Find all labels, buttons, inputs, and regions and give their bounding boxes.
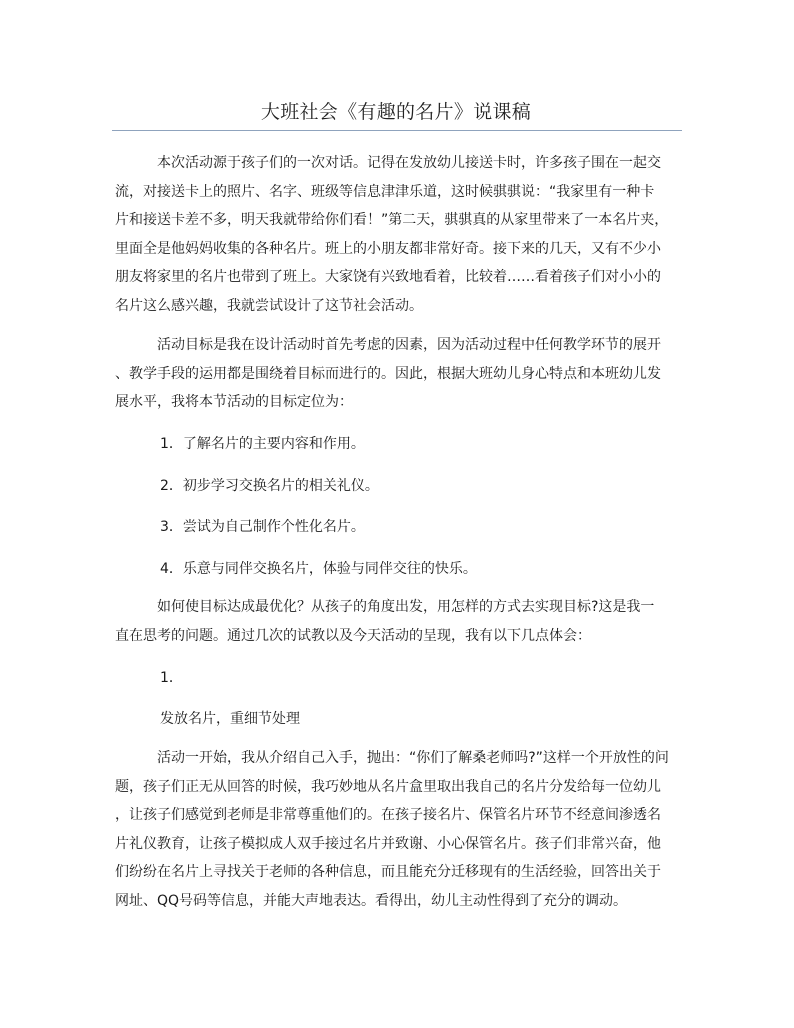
paragraph-line: 活动一开始，我从介绍自己入手，抛出：“你们了解桑老师吗?”这样一个开放性的问 <box>115 750 669 766</box>
paragraph-line: 题，孩子们正无从回答的时候，我巧妙地从名片盒里取出我自己的名片分发给每一位幼儿 <box>115 778 661 795</box>
paragraph-activity <box>115 744 681 916</box>
paragraph-line: 网址、QQ号码等信息，并能大声地表达。看得出，幼儿主动性得到了充分的调动。 <box>115 892 628 909</box>
paragraph-goals-intro <box>115 331 681 417</box>
paragraph-line: 片礼仪教育，让孩子模拟成人双手接过名片并致谢、小心保管名片。孩子们非常兴奋，他 <box>115 835 661 852</box>
point-number: 1． <box>160 670 183 686</box>
goal-item: 2．初步学习交换名片的相关礼仪。 <box>160 478 379 494</box>
goal-item: 3．尝试为自己制作个性化名片。 <box>160 519 365 535</box>
point-heading: 发放名片，重细节处理 <box>160 711 300 727</box>
title-divider <box>112 130 682 131</box>
paragraph-line: 流，对接送卡上的照片、名字、班级等信息津津乐道，这时候骐骐说：“我家里有一种卡 <box>115 183 655 200</box>
paragraph-line: 展水平，我将本节活动的目标定位为： <box>115 394 353 411</box>
paragraph-line: 里面全是他妈妈收集的各种名片。班上的小朋友都非常好奇。接下来的几天，又有不少小 <box>115 240 661 257</box>
paragraph-line: 本次活动源于孩子们的一次对话。记得在发放幼儿接送卡时，许多孩子围在一起交 <box>115 155 661 171</box>
paragraph-line: 活动目标是我在设计活动时首先考虑的因素，因为活动过程中任何教学环节的展开 <box>115 337 661 353</box>
paragraph-line: 片和接送卡差不多，明天我就带给你们看！”第二天，骐骐真的从家里带来了一本名片夹， <box>115 212 669 229</box>
paragraph-line: ，让孩子们感觉到老师是非常尊重他们的。在孩子接名片、保管名片环节不经意间渗透名 <box>115 807 661 824</box>
paragraph-line: 们纷纷在名片上寻找关于老师的各种信息，而且能充分迁移现有的生活经验，回答出关于 <box>115 864 661 881</box>
paragraph-origin <box>115 149 681 321</box>
paragraph-line: 直在思考的问题。通过几次的试教以及今天活动的呈现，我有以下几点体会： <box>115 627 591 644</box>
goal-item: 1．了解名片的主要内容和作用。 <box>160 436 365 452</box>
goal-item: 4．乐意与同伴交换名片，体验与同伴交往的快乐。 <box>160 561 477 577</box>
paragraph-line: 、教学手段的运用都是围绕着目标而进行的。因此，根据大班幼儿身心特点和本班幼儿发 <box>115 365 661 382</box>
paragraph-line: 名片这么感兴趣，我就尝试设计了这节社会活动。 <box>115 297 423 314</box>
document-title: 大班社会《有趣的名片》说课稿 <box>260 101 532 123</box>
paragraph-line: 如何使目标达成最优化？从孩子的角度出发，用怎样的方式去实现目标?这是我一 <box>115 599 655 615</box>
paragraph-line: 朋友将家里的名片也带到了班上。大家饶有兴致地看着，比较着……看着孩子们对小小的 <box>115 269 661 286</box>
paragraph-reflection <box>115 593 681 650</box>
